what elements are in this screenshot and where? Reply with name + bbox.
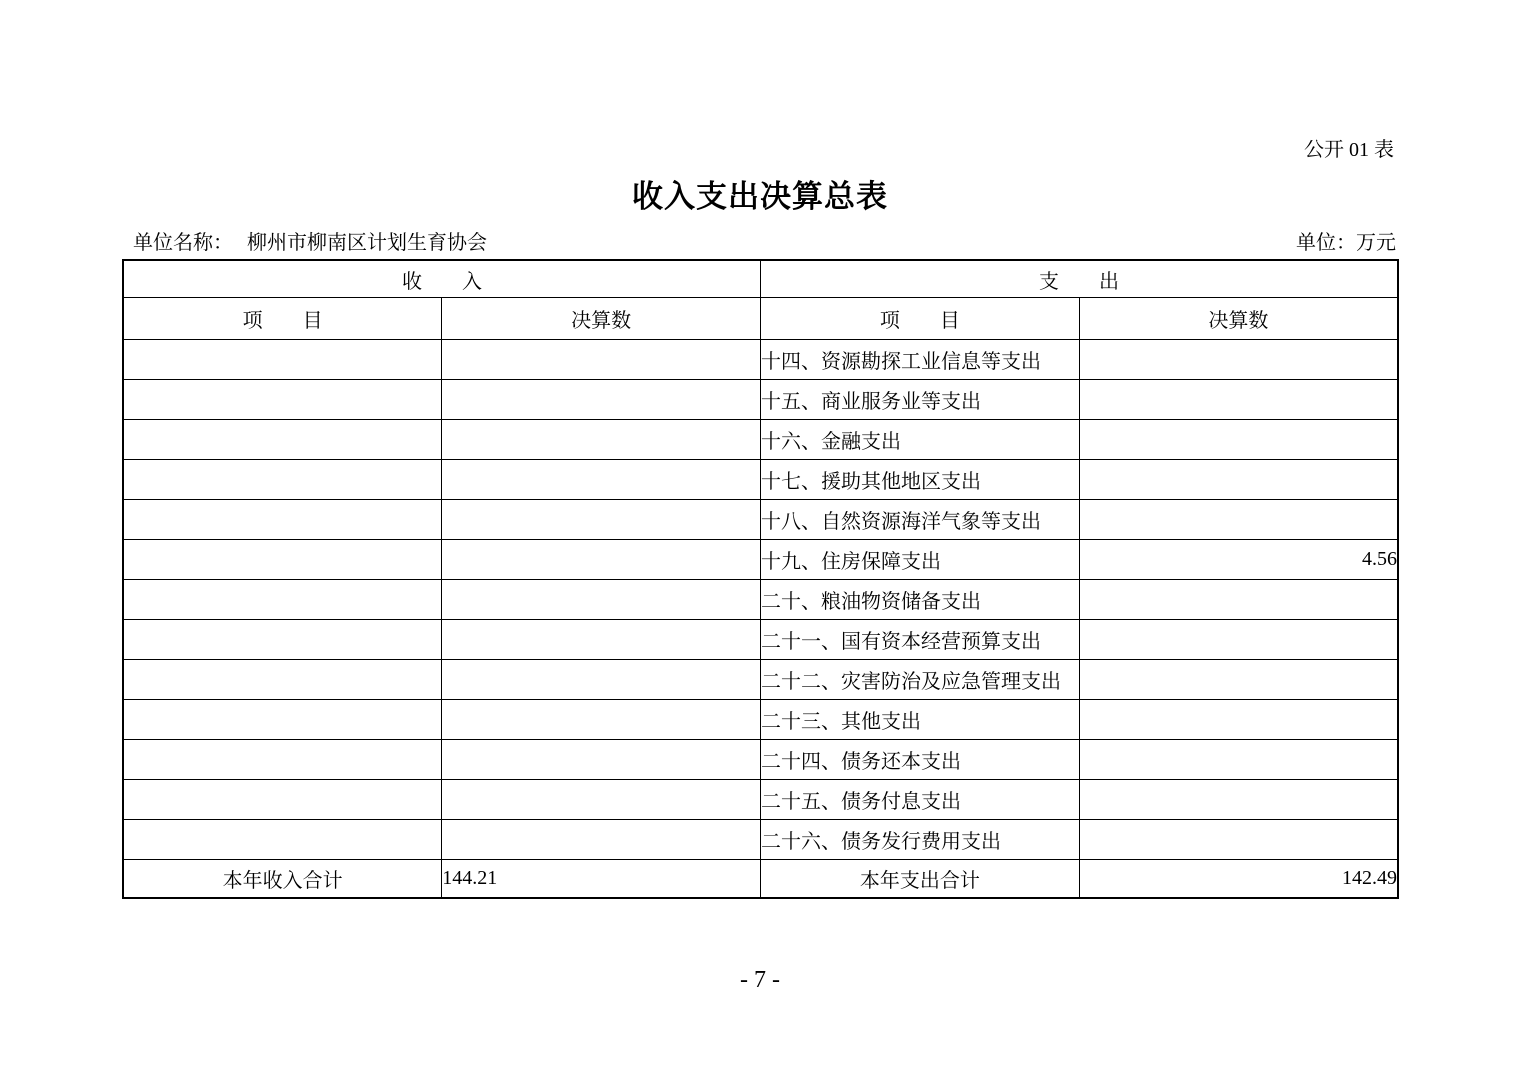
expense-item-cell: 十九、住房保障支出 bbox=[761, 540, 1080, 580]
expense-amount-cell bbox=[1079, 700, 1398, 740]
section-header-row bbox=[123, 260, 1398, 298]
income-amount-cell bbox=[442, 340, 761, 380]
page-number: - 7 - bbox=[740, 967, 780, 993]
expense-item-cell: 二十六、债务发行费用支出 bbox=[761, 820, 1080, 860]
expense-amount-cell bbox=[1079, 780, 1398, 820]
meta-row bbox=[133, 226, 1396, 255]
table-row bbox=[123, 700, 1398, 740]
income-amount-cell bbox=[442, 380, 761, 420]
income-section-header: 收 入 bbox=[123, 260, 761, 298]
table-row bbox=[123, 460, 1398, 500]
expense-amount-cell bbox=[1079, 500, 1398, 540]
income-total-label: 本年收入合计 bbox=[123, 860, 442, 899]
doc-code: 公开 01 表 bbox=[1304, 139, 1394, 161]
income-amount-cell bbox=[442, 460, 761, 500]
unit-of-measure: 单位：万元 bbox=[1296, 232, 1396, 254]
expense-item-cell: 二十四、债务还本支出 bbox=[761, 740, 1080, 780]
income-item-cell bbox=[123, 540, 442, 580]
table-row bbox=[123, 380, 1398, 420]
expense-item-cell: 十七、援助其他地区支出 bbox=[761, 460, 1080, 500]
unit-name-label: 单位名称： bbox=[133, 232, 233, 254]
income-item-cell bbox=[123, 700, 442, 740]
table-row bbox=[123, 660, 1398, 700]
income-amount-cell bbox=[442, 420, 761, 460]
income-amount-header: 决算数 bbox=[442, 298, 761, 340]
table-row bbox=[123, 340, 1398, 380]
expense-total-label: 本年支出合计 bbox=[761, 860, 1080, 899]
expense-item-cell: 十五、商业服务业等支出 bbox=[761, 380, 1080, 420]
income-amount-cell bbox=[442, 820, 761, 860]
income-amount-cell bbox=[442, 740, 761, 780]
expense-item-cell: 二十一、国有资本经营预算支出 bbox=[761, 620, 1080, 660]
income-item-cell bbox=[123, 820, 442, 860]
expense-amount-cell bbox=[1079, 460, 1398, 500]
income-amount-cell bbox=[442, 660, 761, 700]
table-row bbox=[123, 820, 1398, 860]
income-item-cell bbox=[123, 460, 442, 500]
income-amount-cell bbox=[442, 580, 761, 620]
expense-total-amount: 142.49 bbox=[1079, 860, 1398, 899]
expense-amount-header: 决算数 bbox=[1079, 298, 1398, 340]
expense-section-header: 支 出 bbox=[761, 260, 1399, 298]
table-row bbox=[123, 420, 1398, 460]
income-amount-cell bbox=[442, 620, 761, 660]
income-amount-cell bbox=[442, 540, 761, 580]
income-item-cell bbox=[123, 580, 442, 620]
expense-item-cell: 二十五、债务付息支出 bbox=[761, 780, 1080, 820]
income-expense-table bbox=[122, 259, 1399, 899]
column-header-row bbox=[123, 298, 1398, 340]
expense-item-cell: 十八、自然资源海洋气象等支出 bbox=[761, 500, 1080, 540]
expense-item-cell: 二十二、灾害防治及应急管理支出 bbox=[761, 660, 1080, 700]
income-amount-cell bbox=[442, 700, 761, 740]
unit-name-line bbox=[133, 226, 487, 255]
expense-item-cell: 二十三、其他支出 bbox=[761, 700, 1080, 740]
page-title: 收入支出决算总表 bbox=[632, 179, 888, 214]
expense-item-cell: 十六、金融支出 bbox=[761, 420, 1080, 460]
total-row bbox=[123, 860, 1398, 899]
income-item-cell bbox=[123, 620, 442, 660]
expense-item-cell: 十四、资源勘探工业信息等支出 bbox=[761, 340, 1080, 380]
unit-name-value: 柳州市柳南区计划生育协会 bbox=[247, 232, 487, 254]
income-amount-cell bbox=[442, 500, 761, 540]
income-item-cell bbox=[123, 500, 442, 540]
table-row bbox=[123, 580, 1398, 620]
expense-amount-cell bbox=[1079, 740, 1398, 780]
expense-amount-cell bbox=[1079, 340, 1398, 380]
expense-amount-cell bbox=[1079, 820, 1398, 860]
income-item-cell bbox=[123, 380, 442, 420]
expense-item-cell: 二十、粮油物资储备支出 bbox=[761, 580, 1080, 620]
expense-amount-cell bbox=[1079, 420, 1398, 460]
income-total-amount: 144.21 bbox=[442, 860, 761, 899]
expense-amount-cell bbox=[1079, 660, 1398, 700]
table-row bbox=[123, 740, 1398, 780]
income-amount-cell bbox=[442, 780, 761, 820]
table-row bbox=[123, 620, 1398, 660]
expense-amount-cell: 4.56 bbox=[1079, 540, 1398, 580]
table-row bbox=[123, 780, 1398, 820]
expense-amount-cell bbox=[1079, 380, 1398, 420]
table-row bbox=[123, 500, 1398, 540]
income-item-cell bbox=[123, 740, 442, 780]
income-item-cell bbox=[123, 660, 442, 700]
income-item-cell bbox=[123, 780, 442, 820]
income-item-cell bbox=[123, 340, 442, 380]
income-item-header: 项 目 bbox=[123, 298, 442, 340]
expense-amount-cell bbox=[1079, 580, 1398, 620]
expense-amount-cell bbox=[1079, 620, 1398, 660]
income-item-cell bbox=[123, 420, 442, 460]
table-row bbox=[123, 540, 1398, 580]
expense-item-header: 项 目 bbox=[761, 298, 1080, 340]
